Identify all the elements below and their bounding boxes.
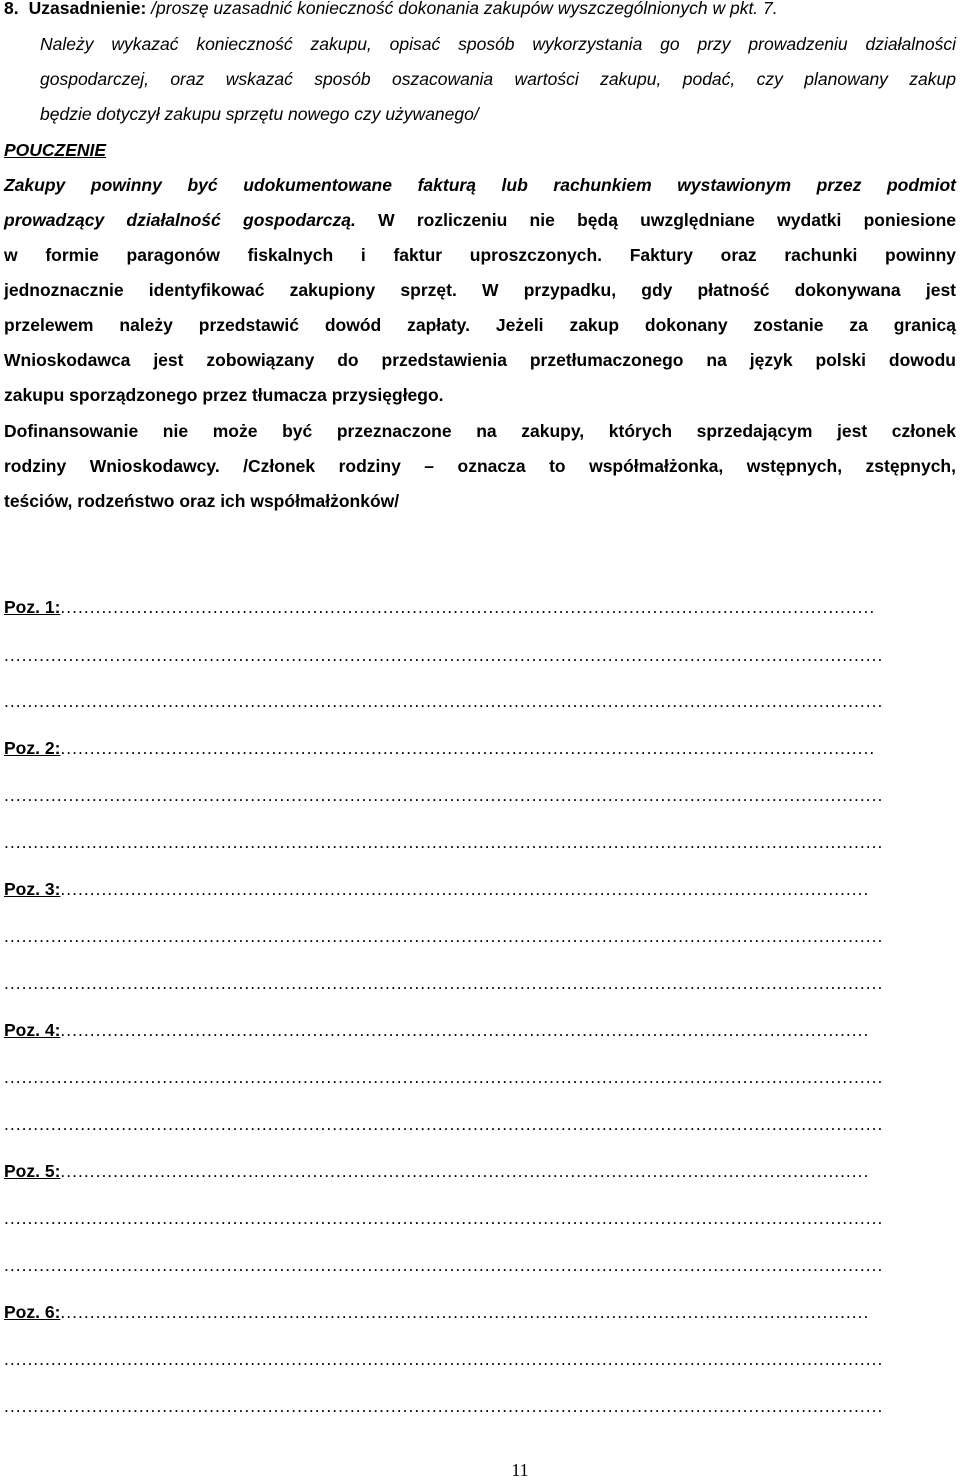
position-3-line-3[interactable]: ...................................................................................................................................................... [4,973,884,993]
position-5-line-3[interactable]: ...................................................................................................................................................... [4,1255,884,1275]
dofinansowanie-line-2: rodziny Wnioskodawcy. /Członek rodziny – oznacza to współmałżonka, wstępnych, zstępnych, [4,456,956,476]
pouczenie-line-6: Wnioskodawca jest zobowiązany do przedstawienia przetłumaczonego na język polski dowodu [4,350,956,370]
position-5-label: Poz. 5: [4,1161,61,1181]
position-1-line-3[interactable]: ...................................................................................................................................................... [4,691,884,711]
position-3-label: Poz. 3: [4,879,61,899]
position-4-line-2[interactable]: ...................................................................................................................................................... [4,1067,884,1087]
position-5-line[interactable]: Poz. 5:.......................................................................................................................................... [4,1161,870,1181]
position-2-label: Poz. 2: [4,738,61,758]
position-5-line-2[interactable]: ...................................................................................................................................................... [4,1208,884,1228]
position-4-label: Poz. 4: [4,1020,61,1040]
dofinansowanie-line-1: Dofinansowanie nie może być przeznaczone na zakupy, których sprzedającym jest członek [4,421,956,441]
section-instruction-2: Należy wykazać konieczność zakupu, opisać sposób wykorzystania go przy prowadzeniu działalności [40,34,956,54]
section-instruction-1: /proszę uzasadnić konieczność dokonania zakupów wyszczególnionych w pkt. 7. [151,0,778,18]
pouczenie-line-3: w formie paragonów fiskalnych i faktur uproszczonych. Faktury oraz rachunki powinny [4,245,956,265]
pouczenie-line-2-italic: prowadzący działalność gospodarczą. [4,210,356,230]
dofinansowanie-line-3: teściów, rodzeństwo oraz ich współmałżonków/ [4,491,400,511]
position-2-line-3[interactable]: ...................................................................................................................................................... [4,832,884,852]
pouczenie-heading: POUCZENIE [4,140,107,160]
pouczenie-line-7: zakupu sporządzonego przez tłumacza przysięgłego. [4,385,444,405]
position-4-line[interactable]: Poz. 4:.......................................................................................................................................... [4,1020,870,1040]
position-6-line[interactable]: Poz. 6:.......................................................................................................................................... [4,1302,870,1322]
section-number: 8. [4,0,19,18]
section-title: Uzasadnienie: [28,0,147,18]
position-2-line-2[interactable]: ...................................................................................................................................................... [4,785,884,805]
position-6-label: Poz. 6: [4,1302,61,1322]
pouczenie-line-2: prowadzący działalność gospodarczą. W rozliczeniu nie będą uwzględniane wydatki poniesione [4,210,956,230]
pouczenie-line-4: jednoznacznie identyfikować zakupiony sprzęt. W przypadku, gdy płatność dokonywana jest [4,280,956,300]
pouczenie-line-5: przelewem należy przedstawić dowód zapłaty. Jeżeli zakup dokonany zostanie za granicą [4,315,956,335]
position-1-label: Poz. 1: [4,597,61,617]
pouczenie-line-1: Zakupy powinny być udokumentowane fakturą lub rachunkiem wystawionym przez podmiot [4,175,956,195]
position-1-line-2[interactable]: ...................................................................................................................................................... [4,645,884,665]
position-3-line[interactable]: Poz. 3:.......................................................................................................................................... [4,879,870,899]
position-6-line-2[interactable]: ...................................................................................................................................................... [4,1349,884,1369]
position-6-line-3[interactable]: ...................................................................................................................................................... [4,1396,884,1416]
position-4-line-3[interactable]: ...................................................................................................................................................... [4,1114,884,1134]
position-1-line[interactable]: Poz. 1:........................................................................................................................................... [4,597,876,617]
page-number: 11 [511,1460,529,1480]
section-heading-line [4,0,778,20]
position-2-line[interactable]: Poz. 2:........................................................................................................................................... [4,738,876,758]
section-instruction-4: będzie dotyczył zakupu sprzętu nowego czy używanego/ [40,104,479,124]
position-3-line-2[interactable]: ...................................................................................................................................................... [4,926,884,946]
section-instruction-3: gospodarczej, oraz wskazać sposób oszacowania wartości zakupu, podać, czy planowany zakup [40,69,956,89]
